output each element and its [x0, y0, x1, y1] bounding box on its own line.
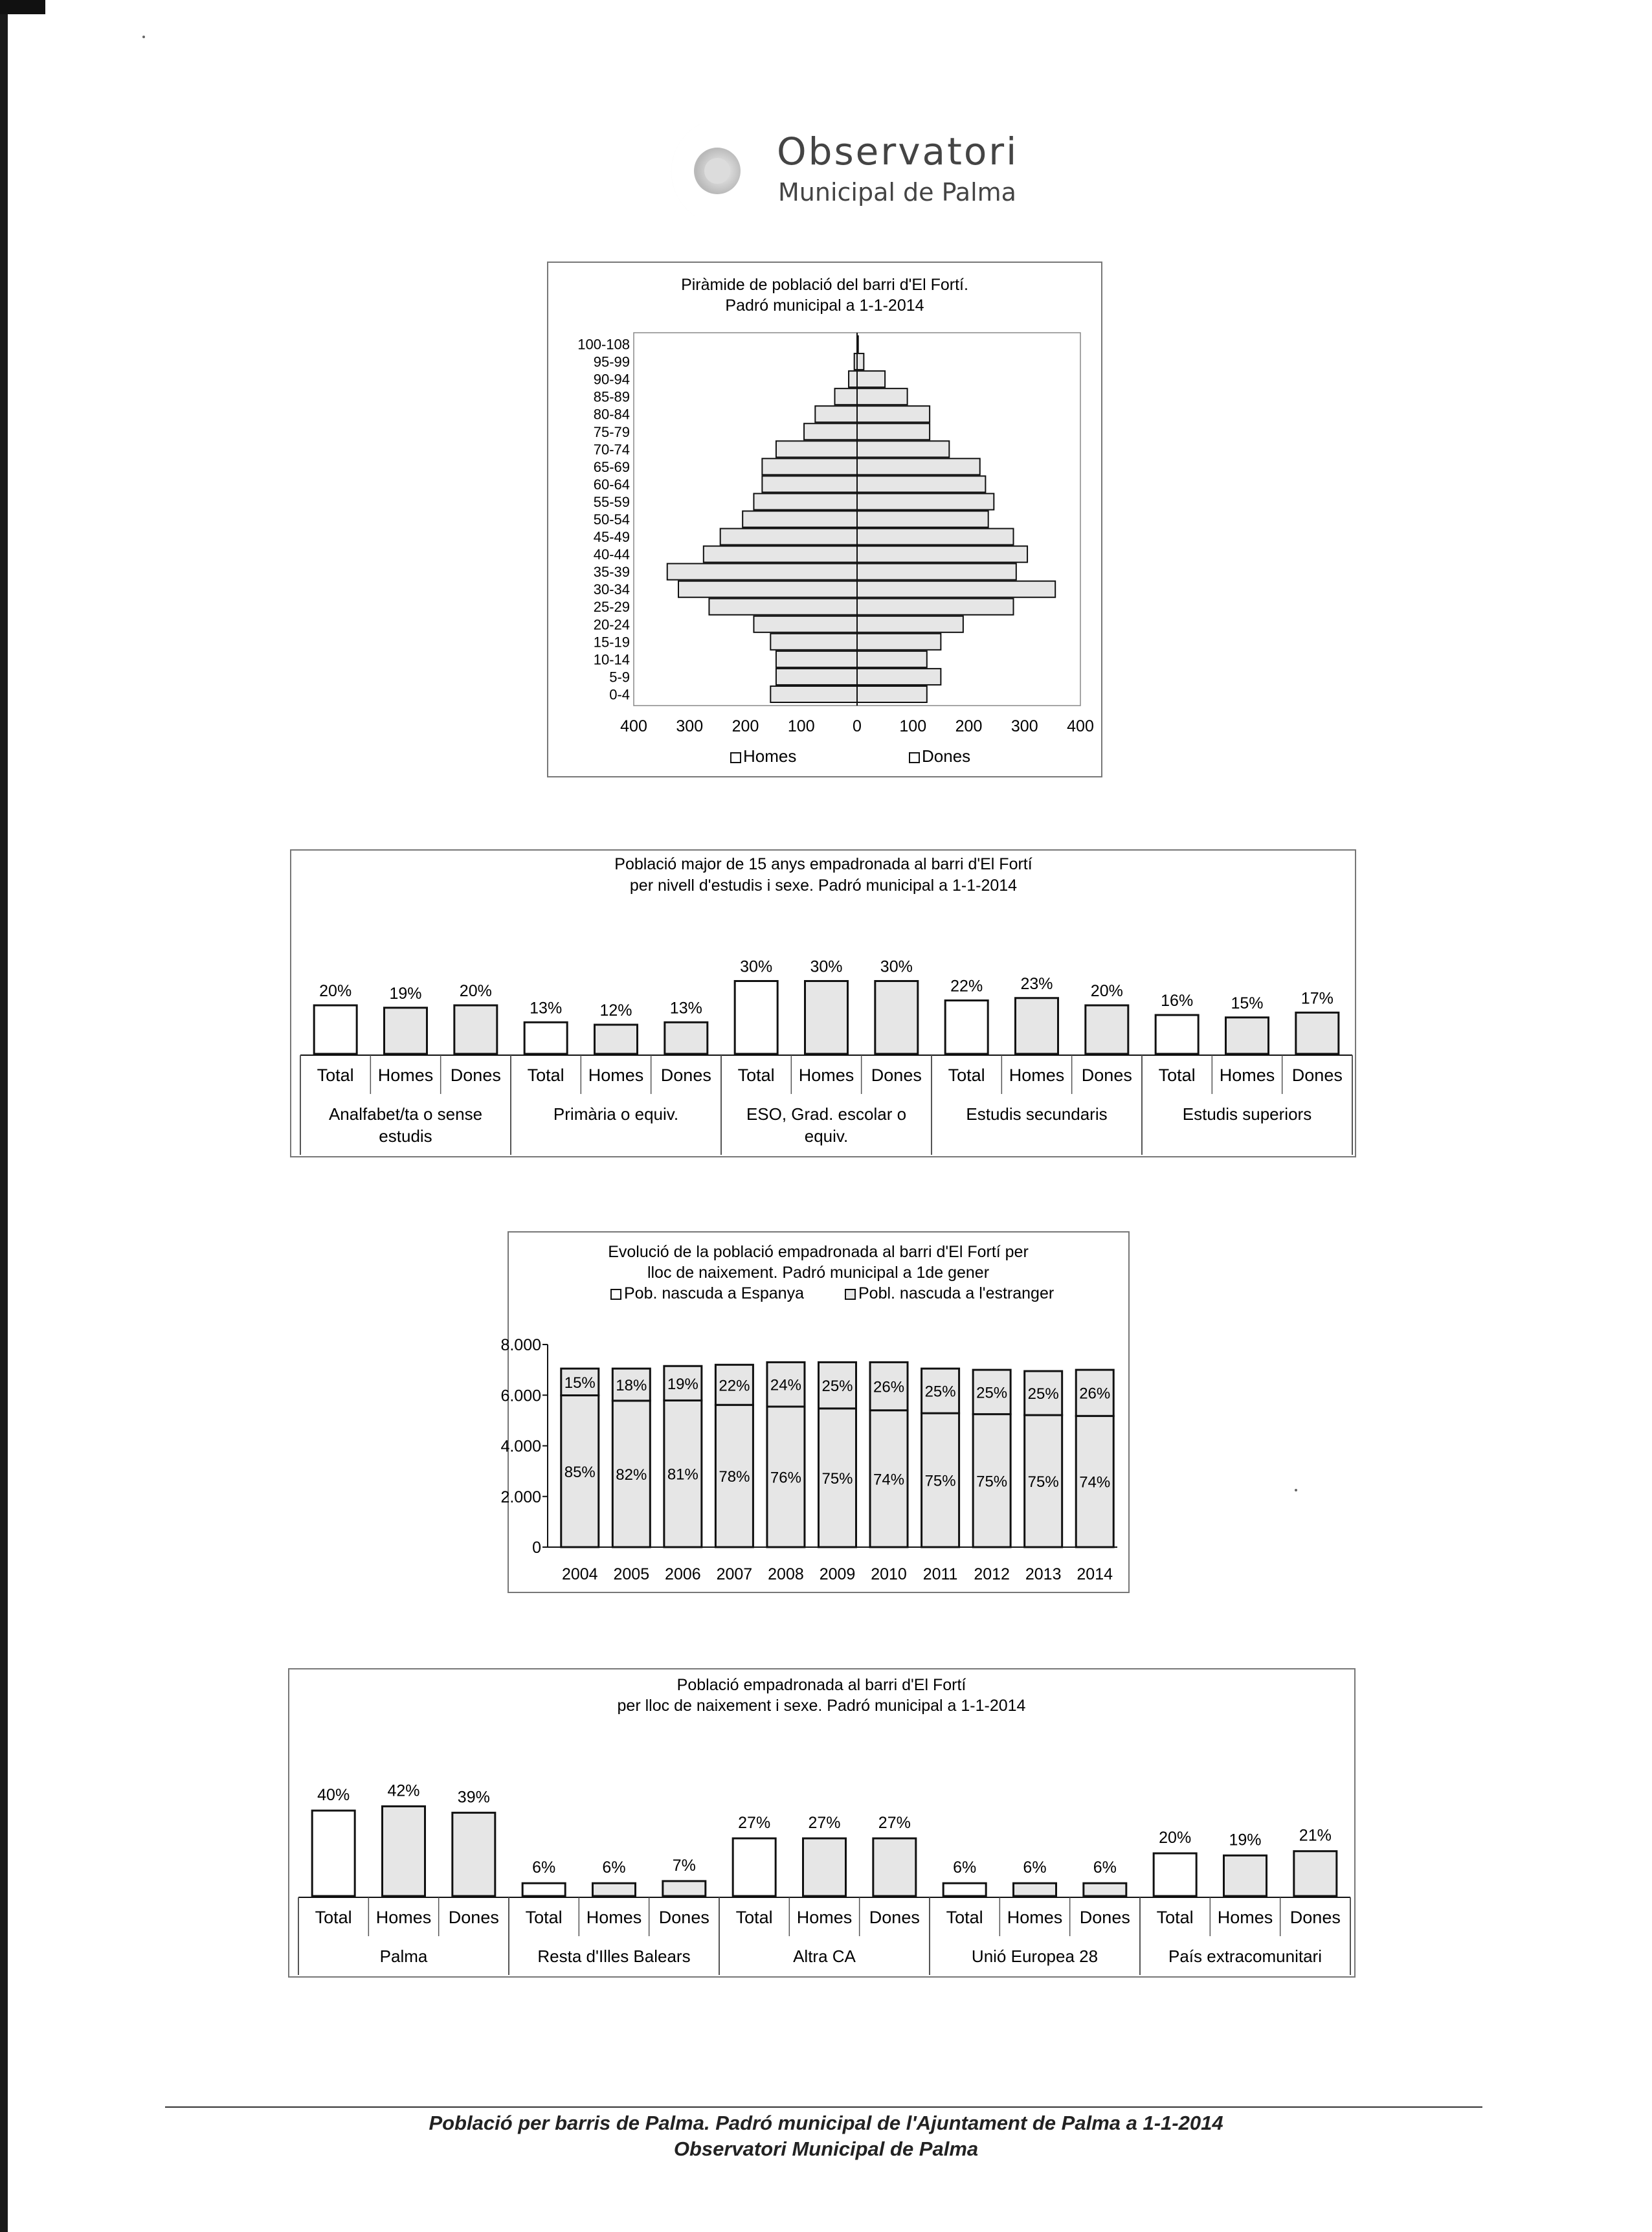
chart-title: Població major de 15 anys empadronada al barri d'El Fortí [614, 855, 1032, 873]
bar-homes [385, 1008, 427, 1054]
data-label-estranger: 26% [1079, 1385, 1111, 1403]
bar-total [1154, 1853, 1196, 1896]
x-tick-label: 0 [853, 717, 862, 735]
data-label-espanya: 82% [616, 1466, 647, 1484]
sub-category-label: Dones [658, 1908, 709, 1927]
education-marks [300, 958, 1352, 1155]
bar-homes [776, 441, 857, 457]
group-label: Resta d'Illes Balears [537, 1947, 691, 1966]
y-tick-label: 4.000 [500, 1437, 541, 1456]
y-tick-label: 40-44 [593, 546, 630, 563]
bar-homes [709, 599, 857, 615]
y-tick-label: 10-14 [593, 651, 630, 668]
bar-total [522, 1883, 565, 1896]
bar-dones [857, 564, 1016, 580]
sub-category-label: Total [946, 1908, 983, 1927]
sub-category-label: Homes [377, 1066, 434, 1085]
data-label-estranger: 18% [616, 1376, 647, 1394]
bar-total [733, 1838, 776, 1896]
data-label: 12% [599, 1001, 632, 1020]
x-tick-label: 2011 [922, 1565, 958, 1583]
group-label: Estudis secundaris [966, 1104, 1108, 1124]
y-tick-label: 30-34 [593, 581, 630, 598]
data-label: 13% [530, 999, 563, 1018]
bar-total [945, 1001, 988, 1055]
legend-label-espanya: Pob. nascuda a Espanya [624, 1284, 804, 1302]
x-tick-label: 200 [955, 717, 983, 735]
y-tick-label: 80-84 [593, 406, 630, 423]
data-label-estranger: 25% [924, 1383, 956, 1401]
sub-category-label: Homes [375, 1908, 432, 1927]
birthplace-chart [289, 1669, 1354, 1976]
data-label-espanya: 78% [719, 1468, 750, 1486]
bar-dones [1086, 1005, 1128, 1054]
data-label-estranger: 22% [719, 1377, 750, 1395]
sub-category-label: Homes [1007, 1908, 1063, 1927]
data-label-espanya: 74% [1079, 1473, 1111, 1491]
scan-corner [0, 0, 45, 14]
chart-subtitle: per lloc de naixement i sexe. Padró municipal a 1-1-2014 [617, 1697, 1026, 1715]
bar-dones [857, 336, 858, 352]
bar-dones [857, 686, 927, 702]
sub-category-label: Dones [1291, 1066, 1343, 1085]
group-label: Primària o equiv. [553, 1104, 679, 1124]
sub-category-label: Total [315, 1908, 352, 1927]
bar-dones [857, 476, 985, 492]
education-chart [291, 851, 1355, 1156]
bar-dones [857, 669, 941, 685]
data-label: 30% [740, 957, 773, 976]
data-label-espanya: 74% [873, 1471, 905, 1489]
bar-homes [593, 1883, 636, 1896]
group-label: País extracomunitari [1168, 1947, 1322, 1966]
bar-homes [805, 981, 848, 1055]
x-tick-label: 2009 [819, 1565, 856, 1583]
data-label-espanya: 75% [821, 1469, 853, 1488]
bar-homes [720, 529, 857, 545]
x-tick-label: 300 [1010, 717, 1038, 735]
bar-dones [857, 511, 988, 527]
sub-category-label: Dones [450, 1066, 501, 1085]
bar-dones [452, 1813, 495, 1896]
legend-swatch-espanya [611, 1289, 621, 1299]
data-label-estranger: 25% [821, 1378, 853, 1396]
legend-swatch-dones [910, 753, 919, 763]
bar-dones [873, 1838, 916, 1896]
chart-subtitle: lloc de naixement. Padró municipal a 1de gener [647, 1264, 990, 1282]
birthplace-chart-frame [288, 1668, 1356, 1978]
chart-title: Piràmide de població del barri d'El Fortí. [681, 276, 968, 294]
data-label: 17% [1300, 989, 1334, 1008]
y-tick-label: 85-89 [593, 388, 630, 405]
y-tick-label: 90-94 [593, 371, 630, 388]
bar-dones [857, 441, 949, 457]
sub-category-label: Homes [1219, 1066, 1275, 1085]
scan-speck [142, 36, 145, 38]
y-tick-label: 55-59 [593, 493, 630, 510]
group-label: equiv. [804, 1126, 849, 1146]
bar-total [312, 1811, 355, 1896]
birthplace-marks [298, 1781, 1350, 1975]
legend-swatch-homes [731, 753, 741, 763]
bar-dones [857, 493, 994, 509]
chart-subtitle: Padró municipal a 1-1-2014 [725, 296, 924, 315]
bar-dones [857, 371, 885, 387]
sub-category-label: Dones [869, 1908, 920, 1927]
bar-total [314, 1005, 357, 1054]
sub-category-label: Dones [448, 1908, 499, 1927]
x-tick-label: 100 [787, 717, 815, 735]
y-tick-label: 100-108 [577, 336, 630, 353]
data-label-estranger: 25% [976, 1384, 1008, 1402]
y-tick-label: 25-29 [593, 599, 630, 616]
legend-swatch-estranger [845, 1289, 855, 1299]
data-label-espanya: 75% [976, 1473, 1008, 1491]
sub-category-label: Total [1156, 1908, 1194, 1927]
x-tick-label: 2008 [768, 1565, 804, 1583]
x-tick-label: 2004 [561, 1565, 598, 1583]
x-tick-label: 300 [676, 717, 704, 735]
y-tick-label: 60-64 [593, 476, 630, 493]
bar-dones [1296, 1012, 1339, 1054]
evolution-chart-frame [500, 1231, 1130, 1593]
scan-speck [1295, 1489, 1297, 1491]
data-label-estranger: 24% [770, 1376, 801, 1394]
group-label: Estudis superiors [1182, 1104, 1312, 1124]
x-tick-label: 2007 [716, 1565, 753, 1583]
data-label: 39% [457, 1788, 490, 1807]
data-label: 40% [317, 1786, 350, 1804]
sub-category-label: Dones [1079, 1908, 1130, 1927]
bar-dones [857, 406, 930, 422]
logo-title: Observatori [777, 129, 1019, 173]
data-label: 42% [387, 1781, 420, 1800]
data-label: 20% [459, 982, 492, 1000]
bar-dones [857, 616, 963, 632]
data-label: 30% [810, 957, 843, 976]
data-label: 19% [1229, 1831, 1262, 1849]
bar-homes [835, 388, 858, 405]
bar-homes [1224, 1855, 1267, 1896]
data-label-estranger: 26% [873, 1378, 905, 1396]
data-label: 6% [532, 1858, 556, 1877]
sub-category-label: Homes [796, 1908, 853, 1927]
bar-homes [678, 581, 857, 597]
y-tick-label: 0-4 [609, 686, 630, 703]
bar-dones [665, 1022, 708, 1054]
sub-category-label: Homes [1009, 1066, 1065, 1085]
sub-category-label: Total [317, 1066, 354, 1085]
bar-total [1155, 1015, 1198, 1054]
x-tick-label: 2014 [1077, 1565, 1113, 1583]
bar-dones [663, 1881, 706, 1896]
data-label-espanya: 81% [667, 1466, 698, 1484]
sub-category-label: Homes [1217, 1908, 1273, 1927]
group-label: Altra CA [793, 1947, 856, 1966]
bar-total [943, 1883, 986, 1896]
bar-dones [857, 651, 927, 667]
y-tick-label: 65-69 [593, 458, 630, 475]
group-label: Analfabet/ta o sense [328, 1104, 483, 1124]
data-label-estranger: 15% [564, 1374, 596, 1392]
data-label: 20% [319, 982, 352, 1000]
bar-dones [857, 458, 980, 474]
bar-dones [1084, 1883, 1126, 1896]
bar-dones [1294, 1851, 1337, 1896]
chart-title: Evolució de la població empadronada al barri d'El Fortí per [608, 1243, 1029, 1261]
x-tick-label: 2012 [974, 1565, 1010, 1583]
y-tick-label: 35-39 [593, 564, 630, 581]
pyramid-chart-frame [547, 262, 1102, 777]
data-label: 15% [1231, 994, 1264, 1012]
bar-total [735, 981, 777, 1055]
bar-homes [770, 686, 857, 702]
bar-dones [857, 546, 1027, 563]
data-label: 20% [1090, 982, 1123, 1000]
chart-title: Població empadronada al barri d'El Fortí [676, 1676, 966, 1694]
logo-mark-icon [647, 110, 770, 233]
sub-category-label: Total [735, 1908, 773, 1927]
data-label: 27% [878, 1813, 911, 1832]
data-label: 7% [672, 1856, 696, 1875]
logo-subtitle: Municipal de Palma [778, 178, 1016, 206]
data-label-estranger: 19% [667, 1375, 698, 1393]
x-tick-label: 100 [899, 717, 927, 735]
group-label: estudis [379, 1126, 432, 1146]
footer-divider [165, 2106, 1482, 2108]
sub-category-label: Homes [586, 1908, 642, 1927]
bar-homes [776, 651, 857, 667]
sub-category-label: Total [737, 1066, 775, 1085]
sub-category-label: Dones [1081, 1066, 1132, 1085]
legend-label-dones: Dones [922, 746, 971, 766]
x-tick-label: 200 [731, 717, 759, 735]
y-tick-label: 45-49 [593, 529, 630, 546]
bar-homes [762, 476, 857, 492]
data-label-estranger: 25% [1027, 1385, 1059, 1403]
bar-homes [667, 564, 857, 580]
sub-category-label: Total [527, 1066, 564, 1085]
group-label: ESO, Grad. escolar o [746, 1104, 907, 1124]
data-label: 6% [1023, 1858, 1047, 1877]
y-tick-label: 8.000 [500, 1336, 541, 1354]
bar-homes [762, 458, 857, 474]
bar-homes [704, 546, 857, 563]
data-label: 21% [1299, 1826, 1332, 1845]
pyramid-marks [577, 333, 1094, 735]
sub-category-label: Total [1158, 1066, 1196, 1085]
sub-category-label: Homes [798, 1066, 854, 1085]
bar-homes [803, 1838, 846, 1896]
y-tick-label: 6.000 [500, 1387, 541, 1405]
x-tick-label: 2005 [613, 1565, 650, 1583]
bar-homes [383, 1806, 425, 1896]
data-label: 27% [738, 1813, 771, 1832]
y-tick-label: 75-79 [593, 423, 630, 440]
bar-homes [1016, 998, 1058, 1054]
data-label-espanya: 75% [1027, 1473, 1059, 1491]
data-label: 23% [1020, 974, 1053, 993]
y-tick-label: 20-24 [593, 616, 630, 633]
y-tick-label: 0 [532, 1539, 541, 1557]
bar-dones [857, 599, 1014, 615]
bar-dones [857, 529, 1014, 545]
x-tick-label: 2010 [871, 1565, 907, 1583]
bar-homes [753, 493, 857, 509]
legend-label-estranger: Pobl. nascuda a l'estranger [858, 1284, 1055, 1302]
y-tick-label: 2.000 [500, 1488, 541, 1506]
bar-dones [454, 1005, 497, 1054]
evolution-chart [500, 1233, 1128, 1592]
bar-homes [1226, 1018, 1269, 1054]
y-tick-label: 50-54 [593, 511, 630, 528]
data-label: 6% [953, 1858, 977, 1877]
bar-homes [595, 1025, 638, 1054]
data-label: 6% [602, 1858, 626, 1877]
bar-dones [857, 388, 908, 405]
y-tick-label: 15-19 [593, 634, 630, 651]
x-tick-label: 2013 [1025, 1565, 1062, 1583]
bar-dones [857, 423, 930, 440]
bar-homes [1014, 1883, 1056, 1896]
pyramid-chart [548, 263, 1101, 776]
scan-edge [0, 0, 8, 2232]
y-tick-label: 95-99 [593, 353, 630, 370]
x-tick-label: 400 [1067, 717, 1094, 735]
bar-homes [849, 371, 857, 387]
bar-homes [776, 669, 857, 685]
data-label: 13% [669, 999, 702, 1018]
bar-total [524, 1022, 567, 1054]
bar-dones [857, 634, 941, 650]
footer-line-1: Població per barris de Palma. Padró municipal de l'Ajuntament de Palma a 1-1-2014 [429, 2112, 1223, 2134]
bar-dones [875, 981, 918, 1055]
bar-dones [857, 353, 864, 370]
sub-category-label: Dones [1289, 1908, 1341, 1927]
education-chart-frame [290, 849, 1356, 1157]
data-label: 22% [950, 977, 983, 996]
x-tick-label: 400 [620, 717, 647, 735]
sub-category-label: Dones [871, 1066, 922, 1085]
bar-homes [815, 406, 857, 422]
sub-category-label: Homes [588, 1066, 644, 1085]
sub-category-label: Total [948, 1066, 985, 1085]
data-label: 6% [1093, 1858, 1117, 1877]
chart-subtitle: per nivell d'estudis i sexe. Padró municipal a 1-1-2014 [629, 876, 1018, 895]
bar-homes [742, 511, 857, 527]
data-label: 19% [389, 984, 422, 1003]
legend-label-homes: Homes [743, 746, 797, 766]
y-tick-label: 70-74 [593, 441, 630, 458]
sub-category-label: Dones [660, 1066, 711, 1085]
data-label-espanya: 75% [924, 1472, 956, 1490]
bar-homes [804, 423, 857, 440]
data-label: 27% [808, 1813, 841, 1832]
data-label-espanya: 85% [564, 1463, 596, 1481]
sub-category-label: Total [525, 1908, 563, 1927]
data-label-espanya: 76% [770, 1469, 801, 1487]
bar-homes [753, 616, 857, 632]
group-label: Palma [379, 1947, 428, 1966]
x-tick-label: 2006 [665, 1565, 701, 1583]
bar-homes [770, 634, 857, 650]
data-label: 30% [880, 957, 913, 976]
data-label: 16% [1161, 992, 1194, 1010]
y-tick-label: 5-9 [609, 669, 630, 686]
evolution-marks [500, 1336, 1117, 1583]
footer-line-2: Observatori Municipal de Palma [673, 2137, 979, 2160]
data-label: 20% [1159, 1829, 1192, 1847]
group-label: Unió Europea 28 [971, 1947, 1099, 1966]
logo [647, 110, 1049, 233]
bar-dones [857, 581, 1055, 597]
